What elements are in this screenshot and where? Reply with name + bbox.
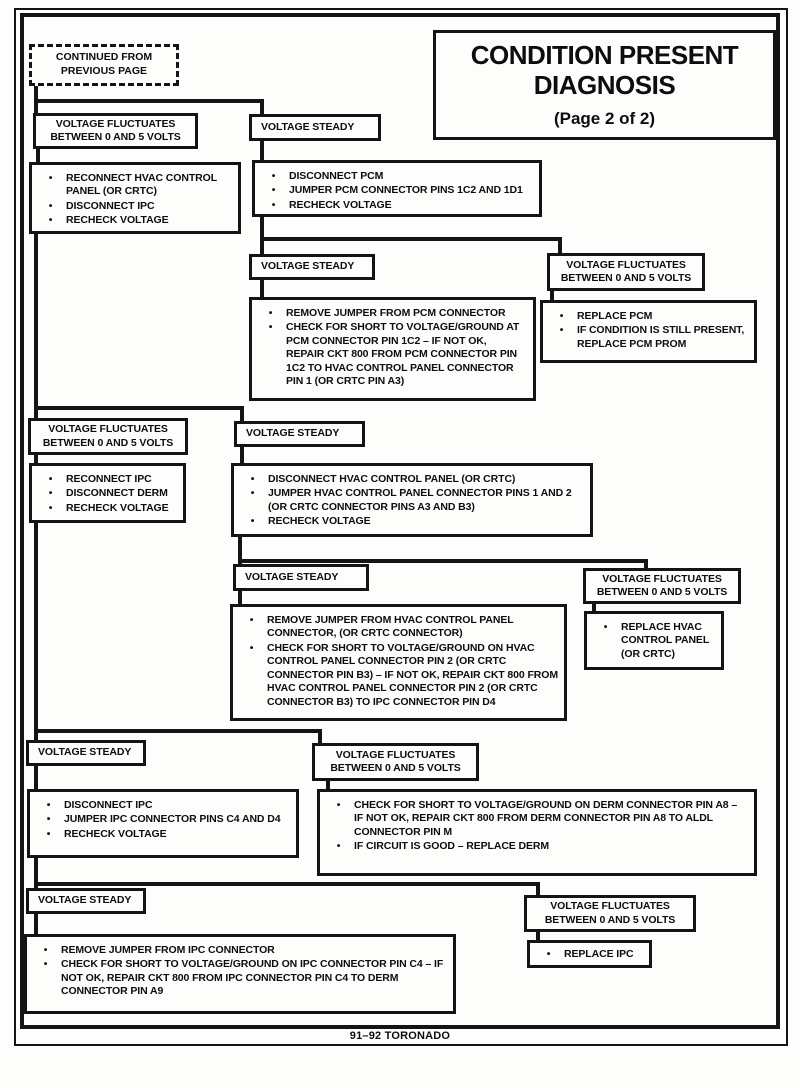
action-box-disconnect-pcm	[252, 160, 542, 217]
action-item: • RECHECK VOLTAGE	[66, 214, 169, 227]
decision-text: BETWEEN 0 AND 5 VOLTS	[560, 272, 692, 284]
decision-text: BETWEEN 0 AND 5 VOLTS	[42, 436, 174, 449]
continued-line2: PREVIOUS PAGE	[60, 65, 148, 77]
decision-voltage-fluctuates-5	[312, 743, 479, 781]
connector-line	[238, 559, 648, 563]
action-item: • DISCONNECT IPC	[66, 199, 155, 212]
action-item: • DISCONNECT HVAC CONTROL PANEL (OR CRTC)	[268, 473, 516, 485]
decision-voltage-fluctuates-3	[28, 418, 188, 455]
action-item: • RECHECK VOLTAGE	[289, 198, 392, 211]
page-title-box	[433, 30, 776, 140]
continued-from-box	[29, 44, 179, 86]
decision-text: VOLTAGE FLUCTUATES	[335, 748, 456, 761]
decision-voltage-fluctuates-6	[524, 895, 696, 932]
connector-line	[34, 764, 38, 791]
decision-voltage-steady-1	[249, 114, 381, 141]
decision-text: VOLTAGE STEADY	[245, 570, 339, 583]
decision-text: BETWEEN 0 AND 5 VOLTS	[330, 762, 461, 774]
decision-voltage-fluctuates-1	[33, 113, 198, 149]
decision-voltage-steady-4	[233, 564, 369, 591]
connector-line	[34, 912, 38, 936]
action-item: • JUMPER PCM CONNECTOR PINS 1C2 AND 1D1	[289, 184, 523, 197]
action-box-pcm-short-check	[249, 297, 536, 401]
page-number-label: (Page 2 of 2)	[553, 108, 656, 128]
action-item: • RECONNECT HVAC CONTROL PANEL (OR CRTC)	[66, 172, 217, 198]
action-box-hvac-short-check	[230, 604, 567, 721]
action-box-reconnect-ipc	[29, 463, 186, 523]
action-box-replace-hvac	[584, 611, 724, 670]
decision-text: VOLTAGE FLUCTUATES	[48, 423, 168, 436]
action-box-disconnect-ipc	[27, 789, 299, 858]
continued-line1: CONTINUED FROM	[55, 51, 153, 64]
decision-text: BETWEEN 0 AND 5 VOLTS	[50, 131, 181, 143]
page-title-line1: CONDITION PRESENT	[470, 40, 739, 71]
connector-line	[240, 445, 244, 465]
action-item: • IF CIRCUIT IS GOOD – REPLACE DERM	[354, 840, 550, 853]
decision-voltage-steady-3	[234, 421, 365, 447]
connector-line	[260, 237, 562, 241]
page-title	[436, 41, 773, 99]
decision-text: VOLTAGE FLUCTUATES	[55, 117, 176, 130]
connector-line	[34, 232, 38, 422]
action-item: • DISCONNECT PCM	[289, 170, 384, 182]
action-box-replace-ipc	[527, 940, 652, 968]
decision-text: VOLTAGE STEADY	[38, 894, 132, 907]
action-box-reconnect-hvac	[29, 162, 241, 234]
action-box-replace-pcm	[540, 300, 757, 363]
decision-text: BETWEEN 0 AND 5 VOLTS	[596, 586, 728, 598]
action-item: • JUMPER HVAC CONTROL PANEL CONNECTOR PINS 1 AND 2 (OR CRTC CONNECTOR PINS A3 AND B3)	[268, 487, 572, 513]
footer-model-label: 91–92 TORONADO	[349, 1030, 451, 1042]
decision-text: VOLTAGE STEADY	[246, 427, 340, 440]
action-item: • DISCONNECT DERM	[66, 487, 168, 500]
action-item: • REMOVE JUMPER FROM IPC CONNECTOR	[61, 944, 275, 956]
action-item: • REPLACE IPC	[564, 948, 634, 960]
connector-line	[260, 278, 264, 299]
connector-line	[34, 521, 38, 742]
action-item: • REPLACE HVAC CONTROL PANEL (OR CRTC)	[621, 621, 709, 660]
decision-text: BETWEEN 0 AND 5 VOLTS	[544, 913, 676, 926]
action-item: • REMOVE JUMPER FROM PCM CONNECTOR	[286, 307, 506, 319]
action-item: • RECHECK VOLTAGE	[66, 501, 169, 514]
action-item: • RECHECK VOLTAGE	[64, 827, 167, 840]
decision-voltage-steady-6	[26, 888, 146, 914]
decision-text: VOLTAGE STEADY	[38, 746, 132, 759]
action-box-disconnect-hvac	[231, 463, 593, 537]
action-item: • CHECK FOR SHORT TO VOLTAGE/GROUND ON IPC CONNECTOR PIN C4 – IF NOT OK, REPAIR CKT 800 FROM IPC CONNECTOR PIN C4 TO DERM CONNECTOR PIN A9	[61, 958, 444, 998]
connector-line	[34, 99, 264, 103]
decision-voltage-steady-5	[26, 740, 146, 766]
action-item: • DISCONNECT IPC	[64, 799, 153, 811]
action-box-derm-short-check	[317, 789, 757, 876]
action-item: • IF CONDITION IS STILL PRESENT, REPLACE PCM PROM	[577, 324, 745, 350]
action-item: • CHECK FOR SHORT TO VOLTAGE/GROUND ON HVAC CONTROL PANEL CONNECTOR PIN 2 (OR CRTC CONNECTOR PIN B3) – IF NOT OK, REPAIR CKT 800 FROM HVAC CONTROL PANEL CONNECTOR PIN 2 (OR CRTC CONNECTOR B3) TO IPC CONNECTOR PIN D4	[267, 641, 558, 708]
decision-voltage-steady-2	[249, 254, 375, 280]
page-title-line2: DIAGNOSIS	[533, 69, 676, 100]
action-item: • RECHECK VOLTAGE	[268, 515, 371, 528]
action-item: • REMOVE JUMPER FROM HVAC CONTROL PANEL CONNECTOR, (OR CRTC CONNECTOR)	[267, 614, 514, 640]
connector-line	[34, 882, 540, 886]
decision-text: VOLTAGE FLUCTUATES	[566, 258, 686, 271]
decision-text: VOLTAGE FLUCTUATES	[602, 572, 722, 585]
action-item: • CHECK FOR SHORT TO VOLTAGE/GROUND AT PCM CONNECTOR PIN 1C2 – IF NOT OK, REPAIR CKT 800 FROM PCM CONNECTOR PIN 1C2 TO HVAC CONTROL PANEL CONNECTOR PIN 1 (OR CRTC PIN A3)	[286, 321, 520, 388]
connector-line	[260, 139, 264, 162]
decision-voltage-fluctuates-2	[547, 253, 705, 291]
action-item: • RECONNECT IPC	[66, 473, 152, 485]
decision-text: VOLTAGE STEADY	[261, 120, 355, 133]
decision-text: VOLTAGE FLUCTUATES	[550, 900, 670, 913]
action-box-ipc-short-check	[24, 934, 456, 1014]
connector-line	[34, 729, 322, 733]
action-item: • CHECK FOR SHORT TO VOLTAGE/GROUND ON DERM CONNECTOR PIN A8 – IF NOT OK, REPAIR CKT 800 FROM DERM CONNECTOR PIN A8 TO ALDL CONNECTOR PIN M	[354, 799, 738, 838]
decision-text: VOLTAGE STEADY	[261, 260, 355, 273]
action-item: • JUMPER IPC CONNECTOR PINS C4 AND D4	[64, 813, 281, 826]
decision-voltage-fluctuates-4	[583, 568, 741, 604]
connector-line	[34, 406, 244, 410]
action-item: • REPLACE PCM	[577, 310, 653, 322]
